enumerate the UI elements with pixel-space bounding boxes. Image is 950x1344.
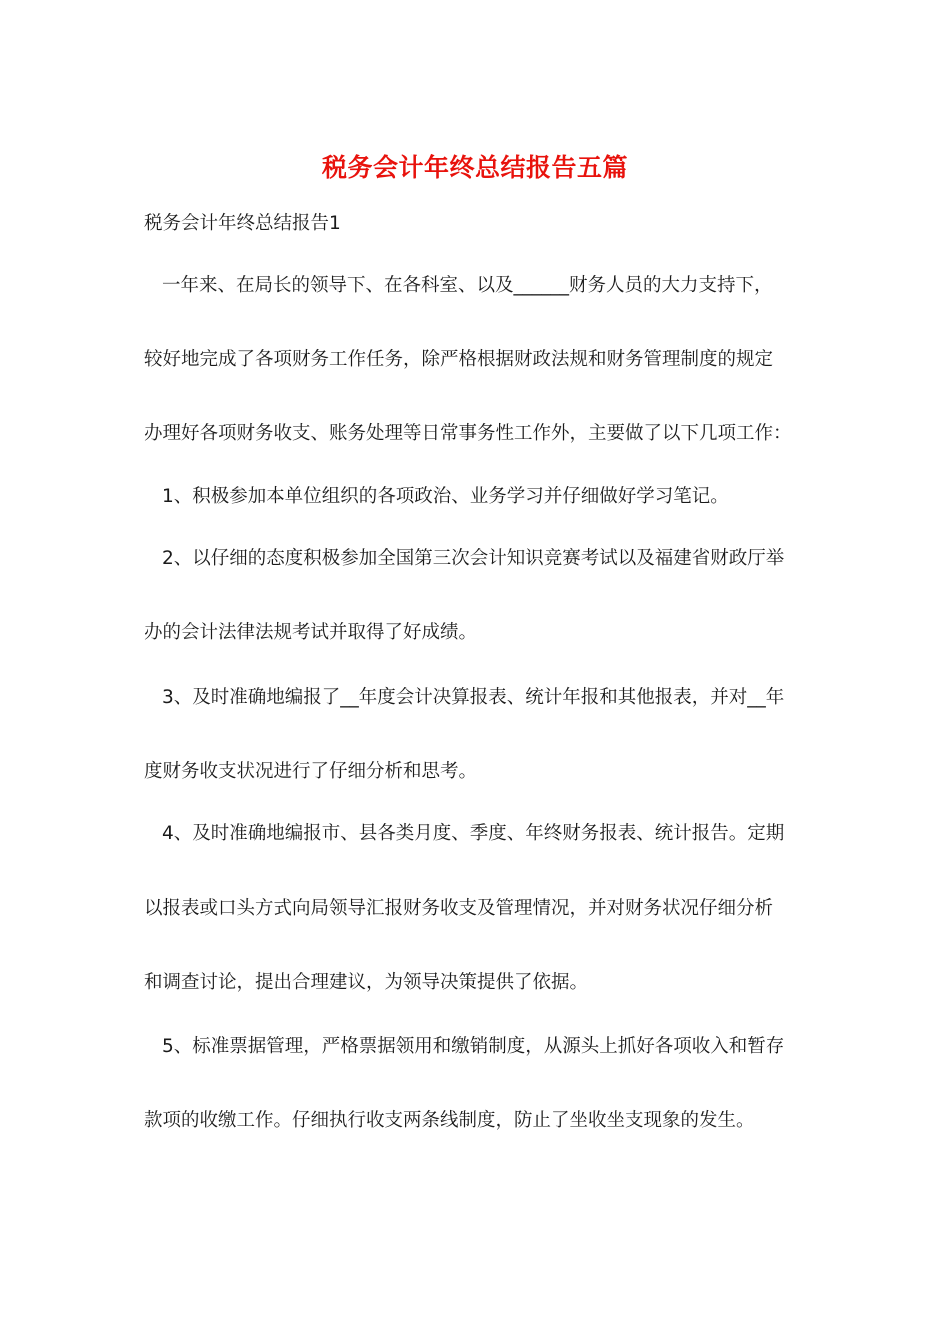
paragraph-line: 较好地完成了各项财务工作任务，除严格根据财政法规和财务管理制度的规定	[144, 349, 774, 370]
paragraph-line: 一年来、在局长的领导下、在各科室、以及______财务人员的大力支持下，	[162, 275, 773, 296]
list-item-continuation: 办的会计法律法规考试并取得了好成绩。	[144, 622, 478, 643]
list-item: 2、以仔细的态度积极参加全国第三次会计知识竞赛考试以及福建省财政厅举	[162, 548, 785, 569]
document-title: 税务会计年终总结报告五篇	[321, 153, 628, 182]
section-heading: 税务会计年终总结报告1	[144, 213, 341, 234]
list-item: 3、及时准确地编报了__年度会计决算报表、统计年报和其他报表，并对__年	[162, 687, 785, 708]
list-item-continuation: 度财务收支状况进行了仔细分析和思考。	[144, 761, 478, 782]
list-item: 5、标准票据管理，严格票据领用和缴销制度，从源头上抓好各项收入和暂存	[162, 1036, 785, 1057]
list-item: 4、及时准确地编报市、县各类月度、季度、年终财务报表、统计报告。定期	[162, 823, 785, 844]
list-item-continuation: 和调查讨论，提出合理建议，为领导决策提供了依据。	[144, 972, 589, 993]
list-item-continuation: 以报表或口头方式向局领导汇报财务收支及管理情况，并对财务状况仔细分析	[144, 898, 774, 919]
list-item-continuation: 款项的收缴工作。仔细执行收支两条线制度，防止了坐收坐支现象的发生。	[144, 1110, 755, 1131]
paragraph-line: 办理好各项财务收支、账务处理等日常事务性工作外，主要做了以下几项工作：	[144, 423, 792, 444]
list-item: 1、积极参加本单位组织的各项政治、业务学习并仔细做好学习笔记。	[162, 486, 729, 507]
